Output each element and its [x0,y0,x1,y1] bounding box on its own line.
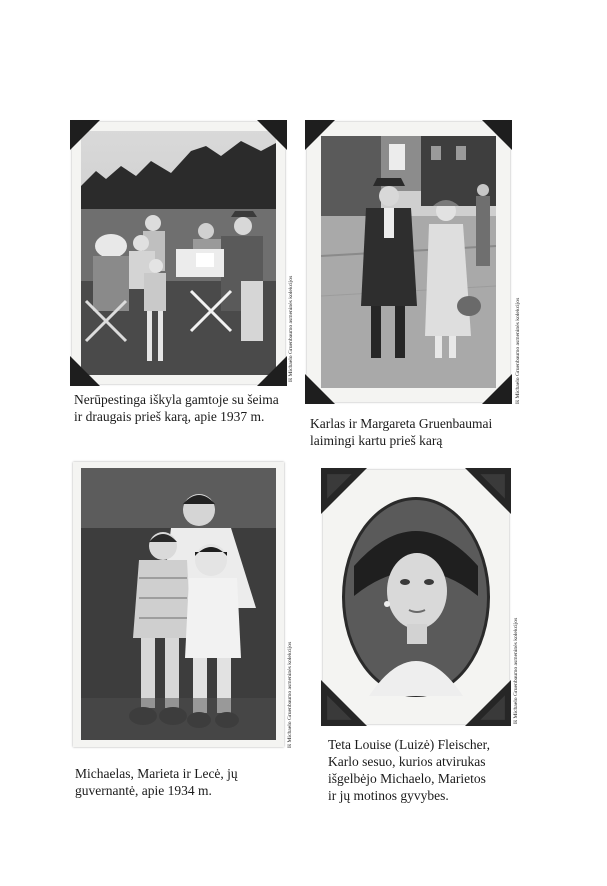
photo-credit: Iš Michaelo Gruenbaumo asmeninės kolekcijos [287,641,293,748]
photo-credit: Iš Michaelo Gruenbaumo asmeninės kolekcijos [515,297,521,404]
caption-line: Michaelas, Marieta ir Lecė, jų [75,766,238,781]
photo-corner-icon [321,680,367,726]
photo-corner-icon [321,468,367,514]
photo-corner-icon [465,468,511,514]
caption-line: Nerūpestinga iškyla gamtoje su šeima [74,392,279,407]
caption-line: išgelbėjo Michaelo, Marietos [328,771,486,786]
photo-corner-icon [257,120,287,150]
photo-caption [310,415,492,449]
caption-line: laimingi kartu prieš karą [310,433,443,448]
photo-corner-icon [70,120,100,150]
caption-line: Karlo sesuo, kurios atvirukas [328,754,486,769]
photo-corner-icon [257,356,287,386]
caption-line: guvernantė, apie 1934 m. [75,783,212,798]
photo-aunt [323,470,509,724]
photo-corner-icon [305,374,335,404]
caption-line: ir jų motinos gyvybes. [328,788,449,803]
photo-credit: Iš Michaelo Gruenbaumo asmeninės kolekcijos [513,617,519,724]
photo-corner-icon [482,120,512,150]
caption-line: Teta Louise (Luizė) Fleischer, [328,737,490,752]
photo-corner-icon [70,356,100,386]
photo-children-image [81,468,276,740]
photo-picnic-image [81,131,276,375]
photo-corner-icon [305,120,335,150]
photo-corner-icon [482,374,512,404]
caption-line: ir draugais prieš karą, apie 1937 m. [74,409,265,424]
photo-couple-image [321,136,496,388]
photo-caption [74,391,279,425]
caption-line: Karlas ir Margareta Gruenbaumai [310,416,493,431]
photo-caption [75,765,238,799]
photo-credit: Iš Michaelo Gruenbaumo asmeninės kolekcijos [288,275,294,382]
photo-corner-icon [465,680,511,726]
photo-children [73,462,284,747]
photo-couple [307,122,510,402]
photo-picnic [72,122,285,384]
photo-caption [328,736,490,804]
